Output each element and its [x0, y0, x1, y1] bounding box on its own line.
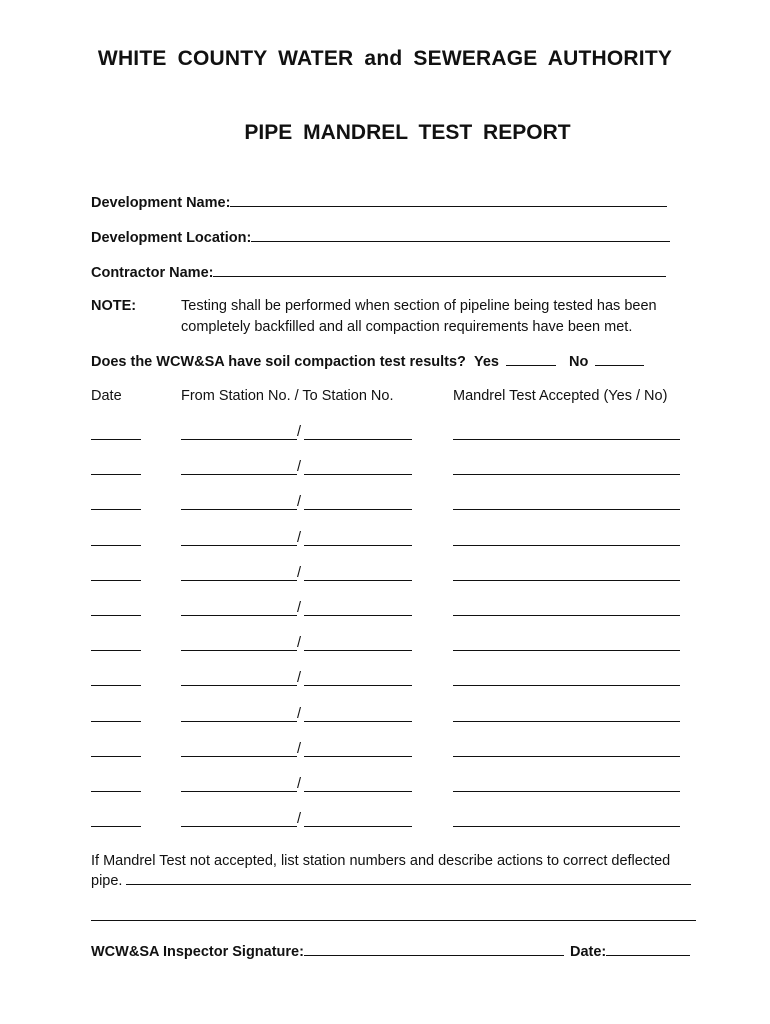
development-name-label: Development Name:	[91, 195, 231, 211]
accepted-blank[interactable]	[453, 826, 680, 827]
organization-title: WHITE COUNTY WATER and SEWERAGE AUTHORITY	[97, 47, 673, 70]
yes-line[interactable]	[506, 352, 556, 366]
signature-row	[91, 942, 690, 960]
to-station-blank[interactable]	[304, 580, 412, 581]
development-location-line[interactable]	[251, 228, 670, 242]
date-line[interactable]	[606, 942, 690, 956]
date-blank[interactable]	[91, 509, 141, 510]
contractor-name-line[interactable]	[213, 263, 666, 277]
date-blank[interactable]	[91, 791, 141, 792]
contractor-name-label: Contractor Name:	[91, 265, 214, 281]
from-station-blank[interactable]	[181, 756, 297, 757]
station-separator: /	[297, 706, 302, 722]
from-station-blank[interactable]	[181, 826, 297, 827]
to-station-blank[interactable]	[304, 474, 412, 475]
station-separator: /	[297, 811, 302, 827]
to-station-blank[interactable]	[304, 509, 412, 510]
accepted-blank[interactable]	[453, 791, 680, 792]
accepted-blank[interactable]	[453, 721, 680, 722]
to-station-blank[interactable]	[304, 615, 412, 616]
from-station-blank[interactable]	[181, 650, 297, 651]
accepted-blank[interactable]	[453, 439, 680, 440]
date-blank[interactable]	[91, 545, 141, 546]
note-label: NOTE:	[91, 298, 137, 314]
station-separator: /	[297, 776, 302, 792]
instruction-line-blank[interactable]	[126, 871, 691, 885]
accepted-blank[interactable]	[453, 509, 680, 510]
date-blank[interactable]	[91, 615, 141, 616]
station-separator: /	[297, 459, 302, 475]
from-station-blank[interactable]	[181, 580, 297, 581]
compaction-question	[91, 352, 644, 370]
date-blank[interactable]	[91, 439, 141, 440]
accepted-blank[interactable]	[453, 580, 680, 581]
from-station-blank[interactable]	[181, 439, 297, 440]
report-title: PIPE MANDREL TEST REPORT	[244, 121, 571, 144]
development-name-field	[91, 193, 667, 211]
accepted-blank[interactable]	[453, 650, 680, 651]
date-blank[interactable]	[91, 826, 141, 827]
no-label: No	[569, 354, 589, 370]
accepted-blank[interactable]	[453, 756, 680, 757]
yes-label: Yes	[473, 354, 499, 370]
station-separator: /	[297, 741, 302, 757]
note-line-1: Testing shall be performed when section of pipeline being tested has been	[181, 298, 657, 314]
to-station-blank[interactable]	[304, 439, 412, 440]
station-separator: /	[297, 494, 302, 510]
no-line[interactable]	[595, 352, 644, 366]
to-station-blank[interactable]	[304, 826, 412, 827]
from-station-blank[interactable]	[181, 791, 297, 792]
date-blank[interactable]	[91, 580, 141, 581]
from-station-blank[interactable]	[181, 509, 297, 510]
signature-line[interactable]	[304, 942, 564, 956]
development-name-line[interactable]	[230, 193, 667, 207]
accepted-blank[interactable]	[453, 474, 680, 475]
accepted-blank[interactable]	[453, 615, 680, 616]
compaction-question-text: Does the WCW&SA have soil compaction test results?	[91, 354, 466, 370]
to-station-blank[interactable]	[304, 650, 412, 651]
to-station-blank[interactable]	[304, 721, 412, 722]
to-station-blank[interactable]	[304, 685, 412, 686]
instruction-line-1: If Mandrel Test not accepted, list station numbers and describe actions to correct deflected	[91, 853, 671, 869]
station-separator: /	[297, 600, 302, 616]
date-blank[interactable]	[91, 756, 141, 757]
station-separator: /	[297, 635, 302, 651]
note-line-2: completely backfilled and all compaction requirements have been met.	[181, 319, 633, 335]
accepted-blank[interactable]	[453, 545, 680, 546]
note-text	[181, 296, 701, 338]
from-station-blank[interactable]	[181, 721, 297, 722]
from-station-blank[interactable]	[181, 685, 297, 686]
station-separator: /	[297, 530, 302, 546]
date-label: Date:	[569, 944, 607, 960]
correction-instructions	[91, 852, 691, 891]
development-location-label: Development Location:	[91, 230, 252, 246]
to-station-blank[interactable]	[304, 545, 412, 546]
instruction-line-2: pipe.	[91, 871, 691, 891]
column-header-station: From Station No. / To Station No.	[181, 388, 394, 404]
date-blank[interactable]	[91, 685, 141, 686]
column-header-date: Date	[91, 388, 122, 404]
accepted-blank[interactable]	[453, 685, 680, 686]
from-station-blank[interactable]	[181, 474, 297, 475]
station-separator: /	[297, 565, 302, 581]
from-station-blank[interactable]	[181, 615, 297, 616]
to-station-blank[interactable]	[304, 756, 412, 757]
date-blank[interactable]	[91, 650, 141, 651]
date-blank[interactable]	[91, 474, 141, 475]
correction-extra-line[interactable]	[91, 920, 696, 921]
date-blank[interactable]	[91, 721, 141, 722]
column-header-accepted: Mandrel Test Accepted (Yes / No)	[453, 388, 668, 404]
contractor-name-field	[91, 263, 666, 281]
station-separator: /	[297, 670, 302, 686]
from-station-blank[interactable]	[181, 545, 297, 546]
to-station-blank[interactable]	[304, 791, 412, 792]
development-location-field	[91, 228, 670, 246]
signature-label: WCW&SA Inspector Signature:	[91, 944, 304, 960]
station-separator: /	[297, 424, 302, 440]
